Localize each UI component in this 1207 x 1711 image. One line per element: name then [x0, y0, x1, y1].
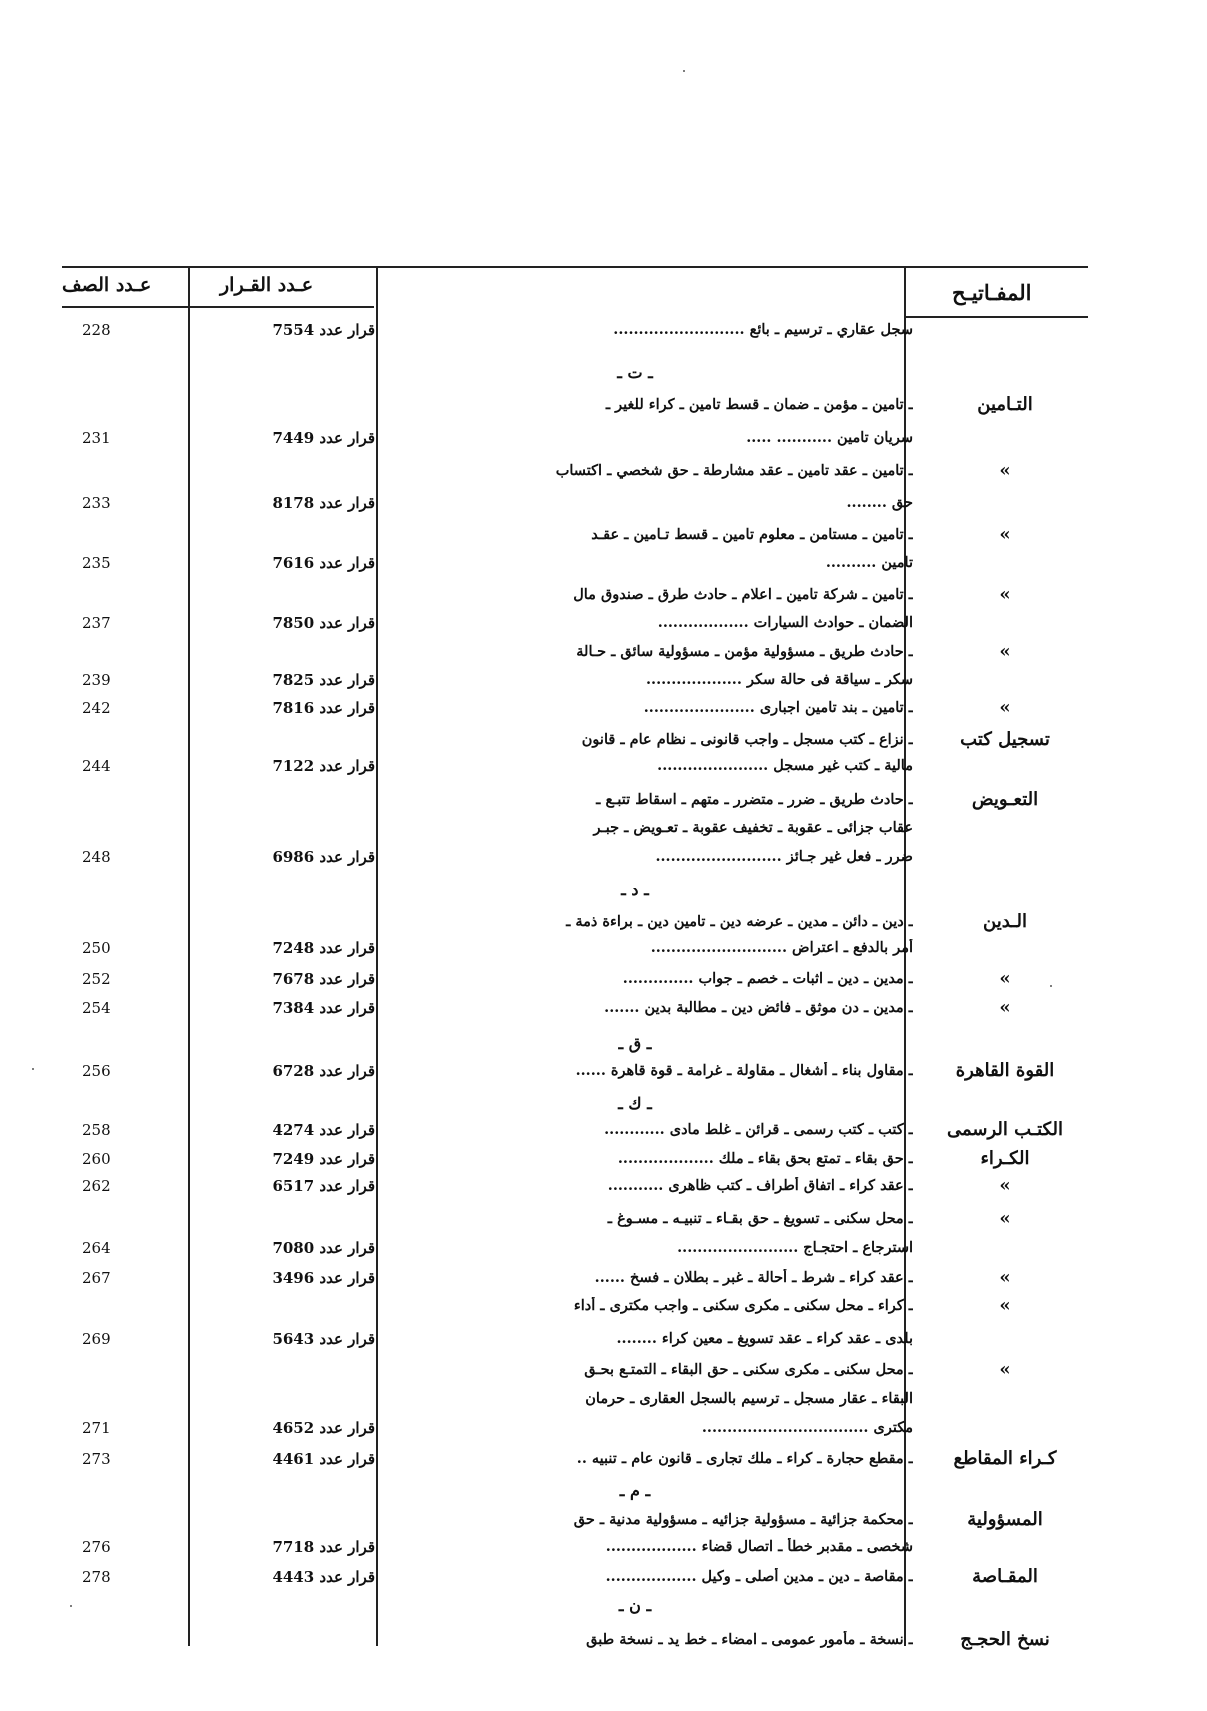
entry-text: ـ محكمة جزائية ـ مسؤولية جزائيه ـ مسؤولية مدنية ـ حق [573, 1511, 913, 1528]
entry-text: ـ عقد كراء ـ اتفاق أطراف ـ كتب ظاهرى ........... [607, 1177, 913, 1194]
entry-text: ـ دين ـ دائن ـ مدين ـ عرضه دين ـ تامين دين ـ براءة ذمة ـ [566, 913, 913, 930]
table-row [0, 1419, 1207, 1437]
page-number: 276 [82, 1538, 111, 1556]
scan-speck [1050, 985, 1052, 987]
entry-text: ـ تامين ـ مستامن ـ معلوم تامين ـ قسط تـامين ـ عقـد [591, 526, 913, 543]
keyword-label: » [999, 524, 1011, 545]
header-page-number: عـدد الصف [62, 274, 152, 296]
decision-number: قرار عدد 7678 [272, 970, 375, 988]
decision-number: قرار عدد 4443 [272, 1568, 375, 1586]
scan-speck [70, 1605, 72, 1607]
table-row [0, 584, 1207, 605]
table-row [0, 1060, 1207, 1081]
page-number: 267 [82, 1269, 111, 1287]
entry-text: ـ نزاع ـ كتب مسجل ـ واجب قانونى ـ نظام عام ـ قانون [581, 731, 913, 748]
header-bottom-rule [62, 306, 374, 308]
keyword-label: الكتـب الرسمى [947, 1119, 1063, 1140]
entry-text: حق ........ [846, 494, 913, 511]
entry-text: ـ مدين ـ دين ـ اثبات ـ خصم ـ جواب .............. [622, 970, 913, 987]
entry-text: ـ محل سكنى ـ مكرى سكنى ـ حق البقاء ـ التمتـع بحـق [584, 1361, 913, 1378]
table-row [0, 641, 1207, 662]
page-number: 256 [82, 1062, 111, 1080]
entry-text: ـ مدين ـ دن موثق ـ فائض دين ـ مطالبة بدين ....... [604, 999, 913, 1016]
section-letter: ـ د ـ [621, 880, 649, 899]
page-number: 228 [82, 321, 111, 339]
keyword-label: كـراء المقاطع [953, 1448, 1057, 1469]
table-row [0, 321, 1207, 339]
entry-text: عقاب جزائى ـ عقوبة ـ تخفيف عقوبة ـ تعـويض ـ جبـر [593, 819, 913, 836]
table-row [0, 460, 1207, 481]
decision-number: قرار عدد 7122 [272, 757, 375, 775]
section-letter-row [0, 363, 1207, 382]
section-letter-row [0, 1034, 1207, 1053]
table-row [0, 911, 1207, 932]
entry-text: سريان تامين ........... ..... [746, 429, 913, 446]
decision-number: قرار عدد 7816 [272, 699, 375, 717]
table-row [0, 1267, 1207, 1288]
entry-text: تامين .......... [825, 554, 913, 571]
page-number: 235 [82, 554, 111, 572]
entry-text: ـ عقد كراء ـ شرط ـ أحالة ـ غبر ـ بطلان ـ فسخ ...... [594, 1269, 913, 1286]
page-number: 239 [82, 671, 111, 689]
page-number: 250 [82, 939, 111, 957]
entry-text: ـ مقاصة ـ دين ـ مدين أصلى ـ وكيل .................. [605, 1568, 913, 1585]
section-letter: ـ ق ـ [618, 1034, 652, 1053]
keyword-label: » [999, 1208, 1011, 1229]
table-row [0, 819, 1207, 836]
table-row [0, 671, 1207, 689]
table-row [0, 394, 1207, 415]
column-rule-page [188, 266, 190, 1646]
page-number: 260 [82, 1150, 111, 1168]
table-row [0, 1330, 1207, 1348]
section-letter: ـ ن ـ [618, 1596, 652, 1615]
table-row [0, 1538, 1207, 1556]
decision-number: قرار عدد 4461 [272, 1450, 375, 1468]
page-number: 254 [82, 999, 111, 1017]
header-decision-number: عـدد القـرار [220, 274, 314, 296]
section-letter-row [0, 880, 1207, 899]
page-number: 248 [82, 848, 111, 866]
keyword-label: القوة القاهرة [955, 1060, 1055, 1081]
entry-text: ـ تامين ـ عقد تامين ـ عقد مشارطة ـ حق شخصي ـ اكتساب [555, 462, 913, 479]
entry-text: ـ كتب ـ كتب رسمى ـ قرائن ـ غلط مادى ............ [604, 1121, 913, 1138]
table-row [0, 789, 1207, 810]
table-row [0, 1239, 1207, 1257]
table-row [0, 729, 1207, 750]
keyword-label: الكـراء [980, 1148, 1030, 1169]
keyword-label: » [999, 968, 1011, 989]
table-row [0, 1390, 1207, 1407]
entry-text: البقاء ـ عقار مسجل ـ ترسيم بالسجل العقارى ـ حرمان [585, 1390, 913, 1407]
keyword-label: » [999, 460, 1011, 481]
table-row [0, 1148, 1207, 1169]
entry-text: ـ حق بقاء ـ تمتع بحق بقاء ـ ملك ................... [617, 1150, 913, 1167]
page-number: 264 [82, 1239, 111, 1257]
table-row [0, 1119, 1207, 1140]
table-row [0, 1175, 1207, 1196]
table-row [0, 614, 1207, 632]
section-letter: ـ م ـ [619, 1481, 651, 1500]
entry-text: ضرر ـ فعل غير جـائز ......................... [655, 848, 913, 865]
decision-number: قرار عدد 7080 [272, 1239, 375, 1257]
table-row [0, 1566, 1207, 1587]
scan-speck [683, 70, 685, 72]
page-number: 262 [82, 1177, 111, 1195]
section-letter-row [0, 1481, 1207, 1500]
keyword-label: » [999, 1175, 1011, 1196]
keyword-label: المقـاصة [972, 1566, 1038, 1587]
table-row [0, 1509, 1207, 1530]
page-number: 273 [82, 1450, 111, 1468]
page-number: 278 [82, 1568, 111, 1586]
entry-text: سكر ـ سياقة فى حالة سكر ................... [645, 671, 913, 688]
entry-text: سجل عقاري ـ ترسيم ـ بائع .......................... [613, 321, 913, 338]
entry-text: ـ تامين ـ بند تامين اجبارى ...................... [643, 699, 913, 716]
decision-number: قرار عدد 7248 [272, 939, 375, 957]
scan-speck [32, 1068, 34, 1070]
entry-text: ـ مقاول بناء ـ أشغال ـ مقاولة ـ غرامة ـ قوة قاهرة ...... [575, 1062, 913, 1079]
table-row [0, 1448, 1207, 1469]
decision-number: قرار عدد 7554 [272, 321, 375, 339]
decision-number: قرار عدد 7616 [272, 554, 375, 572]
page-number: 252 [82, 970, 111, 988]
entry-text: ـ تامين ـ مؤمن ـ ضمان ـ قسط تامين ـ كراء للغير ـ [605, 396, 913, 413]
page-number: 271 [82, 1419, 111, 1437]
entry-text: ـ مقطع حجارة ـ كراء ـ ملك تجارى ـ قانون عام ـ تنبيه .. [576, 1450, 913, 1467]
header-keywords: المفـاتيـح [952, 280, 1032, 305]
table-row [0, 1208, 1207, 1229]
entry-text: ـ محل سكنى ـ تسويغ ـ حق بقـاء ـ تنبيـه ـ مسـوغ ـ [607, 1210, 913, 1227]
keyword-label: تسجيل كتب [960, 729, 1050, 750]
keyword-label: » [999, 1267, 1011, 1288]
table-row [0, 757, 1207, 775]
section-letter-row [0, 1094, 1207, 1113]
decision-number: قرار عدد 5643 [272, 1330, 375, 1348]
entry-text: ـ نسخة ـ مأمور عمومى ـ امضاء ـ خط يد ـ نسخة طبق [586, 1631, 913, 1648]
table-row [0, 429, 1207, 447]
keyword-label: » [999, 1295, 1011, 1316]
decision-number: قرار عدد 7449 [272, 429, 375, 447]
entry-text: ـ تامين ـ شركة تامين ـ اعلام ـ حادث طرق ـ صندوق مال [573, 586, 913, 603]
decision-number: قرار عدد 4274 [272, 1121, 375, 1139]
entry-text: مالية ـ كتب غير مسجل ...................... [657, 757, 913, 774]
table-row [0, 848, 1207, 866]
keyword-label: المسؤولية [967, 1509, 1043, 1530]
page-number: 244 [82, 757, 111, 775]
entry-text: أمر بالدفع ـ اعتراض ........................... [650, 939, 913, 956]
decision-number: قرار عدد 7850 [272, 614, 375, 632]
table-row [0, 494, 1207, 512]
header-bottom-rule-right [905, 316, 1088, 318]
table-row [0, 997, 1207, 1018]
decision-number: قرار عدد 7384 [272, 999, 375, 1017]
table-row [0, 1629, 1207, 1650]
keyword-label: » [999, 641, 1011, 662]
table-row [0, 524, 1207, 545]
entry-text: الضمان ـ حوادث السيارات .................. [657, 614, 913, 631]
table-row [0, 939, 1207, 957]
keyword-label: » [999, 997, 1011, 1018]
entry-text: شخصى ـ مقدبر خطأ ـ اتصال قضاء .................. [605, 1538, 913, 1555]
entry-text: ـ حادث طريق ـ ضرر ـ متضرر ـ متهم ـ اسقاط تتبـع ـ [596, 791, 913, 808]
page-number: 269 [82, 1330, 111, 1348]
header-top-rule [62, 266, 1088, 268]
page-number: 258 [82, 1121, 111, 1139]
keyword-label: التعـويض [971, 789, 1039, 810]
keyword-label: » [999, 1359, 1011, 1380]
page-number: 237 [82, 614, 111, 632]
section-letter: ـ ت ـ [617, 363, 653, 382]
decision-number: قرار عدد 4652 [272, 1419, 375, 1437]
table-row [0, 697, 1207, 718]
table-row [0, 1359, 1207, 1380]
entry-text: مكترى ................................. [701, 1419, 913, 1436]
keyword-label: الـدين [983, 911, 1027, 932]
decision-number: قرار عدد 7249 [272, 1150, 375, 1168]
page-number: 242 [82, 699, 111, 717]
entry-text: ـ حادث طريق ـ مسؤولية مؤمن ـ مسؤولية سائق ـ حـالة [576, 643, 913, 660]
column-rule-decision [376, 266, 378, 1646]
table-row [0, 1295, 1207, 1316]
keyword-label: » [999, 584, 1011, 605]
decision-number: قرار عدد 8178 [272, 494, 375, 512]
section-letter-row [0, 1596, 1207, 1615]
decision-number: قرار عدد 7825 [272, 671, 375, 689]
decision-number: قرار عدد 6728 [272, 1062, 375, 1080]
table-row [0, 968, 1207, 989]
keyword-label: » [999, 697, 1011, 718]
decision-number: قرار عدد 3496 [272, 1269, 375, 1287]
page-number: 231 [82, 429, 111, 447]
entry-text: استرجاع ـ احتجـاج ........................ [677, 1239, 913, 1256]
entry-text: بلدى ـ عقد كراء ـ عقد تسويغ ـ معين كراء ........ [616, 1330, 913, 1347]
table-row [0, 554, 1207, 572]
section-letter: ـ ك ـ [618, 1094, 652, 1113]
entry-text: ـ كراء ـ محل سكنى ـ مكرى سكنى ـ واجب مكترى ـ أداء [573, 1297, 913, 1314]
decision-number: قرار عدد 6517 [272, 1177, 375, 1195]
keyword-label: نسخ الحجـج [960, 1629, 1050, 1650]
page-number: 233 [82, 494, 111, 512]
keyword-label: التـامين [977, 394, 1033, 415]
decision-number: قرار عدد 7718 [272, 1538, 375, 1556]
decision-number: قرار عدد 6986 [272, 848, 375, 866]
